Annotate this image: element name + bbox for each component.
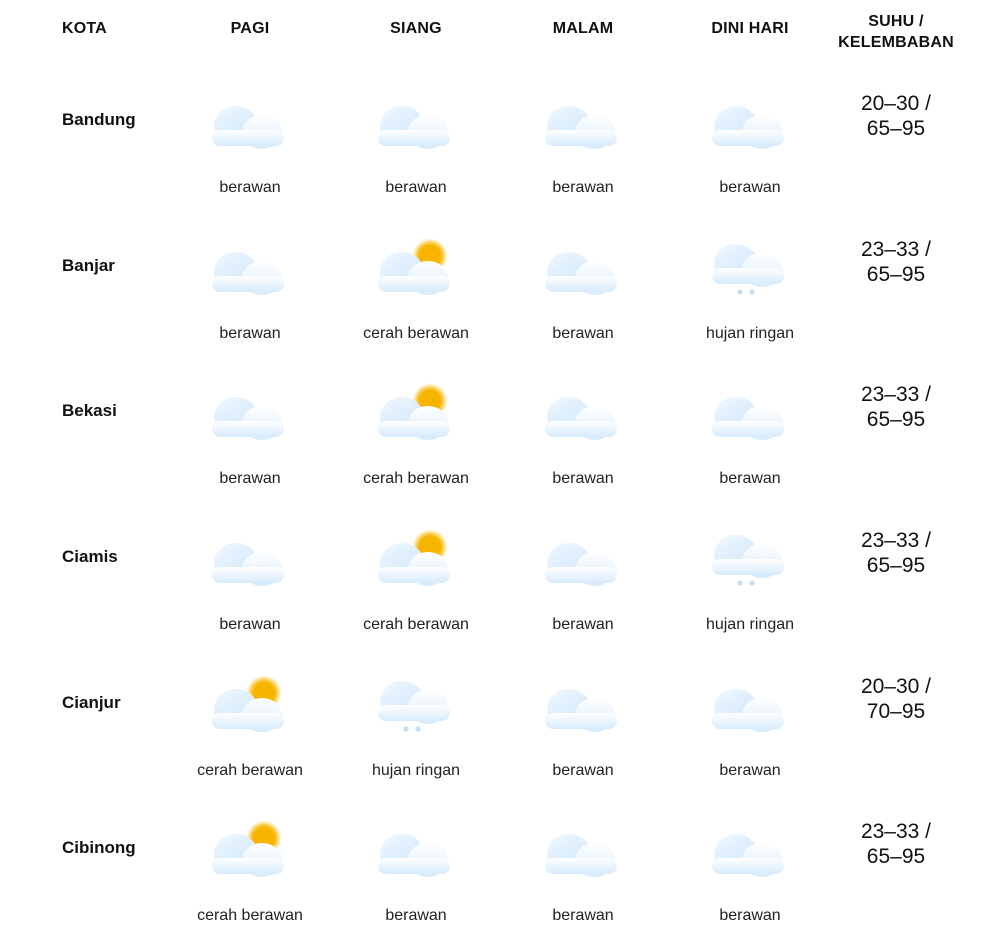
- temperature-range: 20–30 /: [860, 675, 932, 698]
- forecast-siang: [336, 653, 496, 799]
- temperature-humidity: [826, 528, 966, 578]
- weather-condition: berawan: [385, 907, 447, 924]
- header-suhu-kelembaban: [826, 11, 966, 53]
- table-row: [0, 361, 1000, 507]
- city-name: Ciamis: [62, 547, 118, 566]
- header-siang: SIANG: [390, 20, 442, 37]
- temperature-humidity: [826, 382, 966, 432]
- weather-condition: hujan ringan: [371, 762, 461, 779]
- weather-condition: berawan: [219, 179, 281, 196]
- table-header: [0, 0, 1000, 66]
- weather-condition: berawan: [719, 470, 781, 487]
- forecast-siang: [336, 507, 496, 653]
- weather-condition: berawan: [385, 179, 447, 196]
- weather-condition: berawan: [552, 907, 614, 924]
- weather-condition: berawan: [219, 470, 281, 487]
- forecast-pagi: [170, 653, 330, 799]
- temperature-range: 23–33 /: [860, 529, 932, 552]
- forecast-dini-hari: [670, 798, 830, 944]
- temperature-humidity: [826, 237, 966, 287]
- forecast-dini-hari: [670, 361, 830, 507]
- forecast-pagi: [170, 216, 330, 362]
- weather-condition: berawan: [552, 325, 614, 342]
- forecast-siang: [336, 70, 496, 216]
- weather-condition: cerah berawan: [197, 907, 303, 924]
- forecast-malam: [503, 216, 663, 362]
- weather-condition: cerah berawan: [363, 325, 469, 342]
- city-name: Bandung: [62, 110, 136, 129]
- weather-condition: hujan ringan: [705, 616, 795, 633]
- forecast-siang: [336, 798, 496, 944]
- humidity-range: 65–95: [866, 263, 926, 286]
- temperature-range: 23–33 /: [860, 238, 932, 261]
- weather-condition: berawan: [219, 616, 281, 633]
- header-pagi: PAGI: [230, 20, 270, 37]
- table-row: [0, 216, 1000, 362]
- forecast-pagi: [170, 798, 330, 944]
- temperature-humidity: [826, 819, 966, 869]
- weather-condition: berawan: [219, 325, 281, 342]
- forecast-pagi: [170, 70, 330, 216]
- temperature-humidity: [826, 91, 966, 141]
- temperature-range: 23–33 /: [860, 383, 932, 406]
- weather-condition: berawan: [719, 762, 781, 779]
- weather-condition: berawan: [719, 907, 781, 924]
- forecast-pagi: [170, 361, 330, 507]
- forecast-malam: [503, 361, 663, 507]
- forecast-malam: [503, 798, 663, 944]
- weather-condition: berawan: [552, 470, 614, 487]
- temperature-humidity: [826, 674, 966, 724]
- humidity-range: 65–95: [866, 117, 926, 140]
- weather-condition: berawan: [552, 179, 614, 196]
- forecast-malam: [503, 653, 663, 799]
- weather-condition: berawan: [719, 179, 781, 196]
- table-row: [0, 70, 1000, 216]
- city-name: Banjar: [62, 256, 115, 275]
- table-row: [0, 653, 1000, 799]
- header-suhu: SUHU /: [868, 13, 924, 30]
- forecast-dini-hari: [670, 216, 830, 362]
- humidity-range: 65–95: [866, 408, 926, 431]
- weather-condition: berawan: [552, 762, 614, 779]
- city-name: Bekasi: [62, 401, 117, 420]
- forecast-dini-hari: [670, 70, 830, 216]
- weather-condition: cerah berawan: [363, 616, 469, 633]
- forecast-dini-hari: [670, 507, 830, 653]
- temperature-range: 20–30 /: [860, 92, 932, 115]
- humidity-range: 65–95: [866, 554, 926, 577]
- table-row: [0, 507, 1000, 653]
- city-name: Cianjur: [62, 693, 121, 712]
- forecast-malam: [503, 507, 663, 653]
- weather-condition: berawan: [552, 616, 614, 633]
- humidity-range: 65–95: [866, 845, 926, 868]
- forecast-pagi: [170, 507, 330, 653]
- temperature-range: 23–33 /: [860, 820, 932, 843]
- city-name: Cibinong: [62, 838, 136, 857]
- table-row: [0, 798, 1000, 944]
- weather-condition: hujan ringan: [705, 325, 795, 342]
- forecast-siang: [336, 216, 496, 362]
- forecast-siang: [336, 361, 496, 507]
- header-malam: MALAM: [552, 20, 614, 37]
- humidity-range: 70–95: [866, 700, 926, 723]
- header-kota: KOTA: [62, 20, 107, 37]
- header-dini-hari: DINI HARI: [711, 20, 789, 37]
- forecast-malam: [503, 70, 663, 216]
- header-kelembaban: KELEMBABAN: [838, 34, 954, 51]
- weather-condition: cerah berawan: [363, 470, 469, 487]
- forecast-dini-hari: [670, 653, 830, 799]
- weather-condition: cerah berawan: [197, 762, 303, 779]
